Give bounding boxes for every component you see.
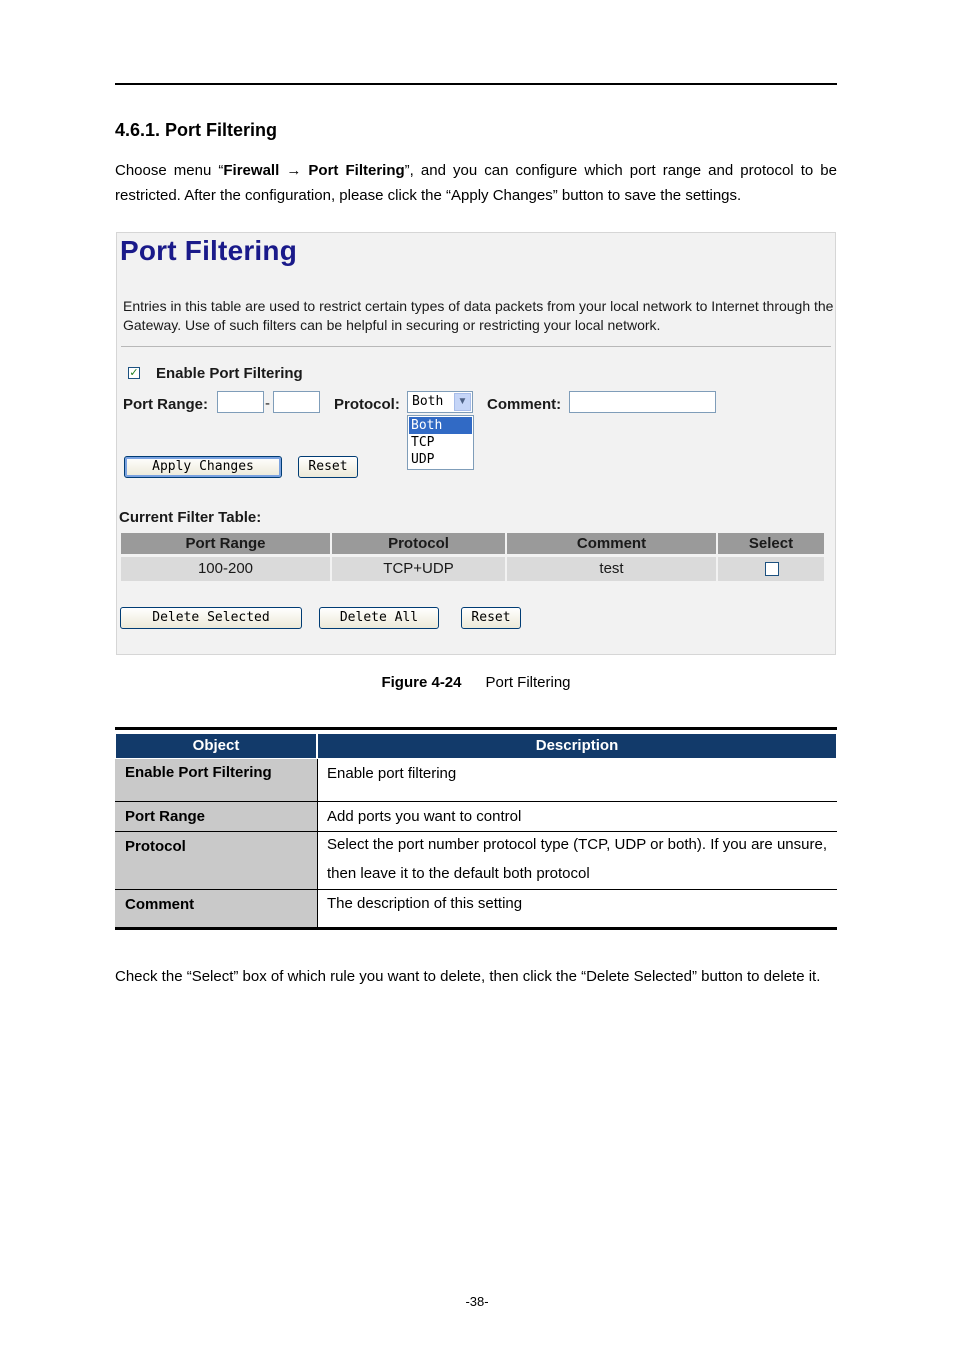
enable-port-filtering-label: Enable Port Filtering bbox=[156, 365, 303, 382]
table-header-select: Select bbox=[718, 533, 824, 554]
chevron-down-icon[interactable]: ▼ bbox=[454, 393, 471, 411]
intro-text-pre: Choose menu “ bbox=[115, 162, 224, 179]
reset-table-button[interactable]: Reset bbox=[461, 607, 521, 629]
port-range-end-input[interactable] bbox=[273, 391, 320, 413]
protocol-option-tcp[interactable]: TCP bbox=[411, 435, 435, 450]
figure-number: Figure 4-24 bbox=[381, 674, 462, 691]
intro-text-post: ”, and you can configure which port range and protocol to be restricted. After the configuration, please click the “Apply Changes” button to save the settings. bbox=[115, 162, 837, 204]
enable-port-filtering-checkbox[interactable]: ✓ bbox=[129, 367, 139, 379]
row-desc-enable: Enable port filtering bbox=[327, 765, 457, 782]
comment-input[interactable] bbox=[569, 391, 716, 413]
header-description: Description bbox=[317, 733, 837, 759]
row-desc-port-range: Add ports you want to control bbox=[327, 808, 522, 825]
port-range-separator: - bbox=[265, 395, 270, 412]
table-bottom-rule bbox=[115, 927, 837, 930]
port-filtering-screenshot bbox=[116, 232, 836, 655]
menu-firewall: Firewall bbox=[223, 162, 280, 179]
screenshot-description: Entries in this table are used to restrict certain types of data packets from your local network to Internet through the Gateway. Use of such filters can be helpful in securing or restricting your local network. bbox=[123, 298, 834, 333]
table-cell-port-range: 100-200 bbox=[121, 557, 330, 581]
section-title: 4.6.1. Port Filtering bbox=[115, 120, 278, 140]
screenshot-title: Port Filtering bbox=[120, 235, 298, 266]
protocol-select[interactable] bbox=[407, 391, 473, 413]
row-select-checkbox[interactable] bbox=[765, 562, 779, 576]
menu-port-filtering: Port Filtering bbox=[308, 162, 405, 179]
table-header-port-range: Port Range bbox=[121, 533, 330, 554]
port-range-label: Port Range: bbox=[123, 396, 209, 413]
table-cell-select bbox=[718, 557, 824, 581]
port-range-start-input[interactable] bbox=[217, 391, 264, 413]
row-desc-protocol: Select the port number protocol type (TCP, UDP or both). If you are unsure, then leave it to the default both protocol bbox=[327, 836, 827, 882]
table-header-comment: Comment bbox=[507, 533, 716, 554]
figure-caption bbox=[115, 674, 837, 691]
figure-title: Port Filtering bbox=[485, 674, 571, 691]
top-rule bbox=[115, 83, 837, 85]
protocol-dropdown-list bbox=[407, 415, 474, 470]
reset-button[interactable]: Reset bbox=[298, 456, 358, 478]
row-object-enable: Enable Port Filtering bbox=[115, 759, 317, 801]
apply-changes-button[interactable]: Apply Changes bbox=[124, 456, 282, 478]
row-object-comment: Comment bbox=[115, 890, 317, 927]
row-object-port-range: Port Range bbox=[115, 802, 317, 831]
header-object: Object bbox=[115, 733, 317, 759]
row-desc-comment: The description of this setting bbox=[327, 895, 523, 912]
arrow-icon: → bbox=[279, 162, 309, 179]
screenshot-divider bbox=[121, 346, 831, 347]
protocol-option-both[interactable]: Both bbox=[409, 417, 472, 434]
table-header-protocol: Protocol bbox=[332, 533, 505, 554]
current-filter-table-label: Current Filter Table: bbox=[119, 509, 262, 526]
intro-paragraph bbox=[115, 158, 837, 208]
outro-paragraph: Check the “Select” box of which rule you want to delete, then click the “Delete Selected” button to delete it. bbox=[115, 968, 821, 985]
table-cell-comment: test bbox=[507, 557, 716, 581]
protocol-label: Protocol: bbox=[334, 396, 400, 413]
protocol-option-udp[interactable]: UDP bbox=[411, 452, 435, 467]
delete-selected-button[interactable]: Delete Selected bbox=[120, 607, 302, 629]
page-number: -38- bbox=[465, 1294, 489, 1309]
table-top-rule bbox=[115, 727, 837, 730]
delete-all-button[interactable]: Delete All bbox=[319, 607, 439, 629]
comment-label: Comment: bbox=[487, 396, 562, 413]
column-divider bbox=[317, 759, 318, 927]
table-cell-protocol: TCP+UDP bbox=[332, 557, 505, 581]
row-object-protocol: Protocol bbox=[115, 832, 317, 889]
protocol-select-value: Both bbox=[412, 394, 444, 409]
